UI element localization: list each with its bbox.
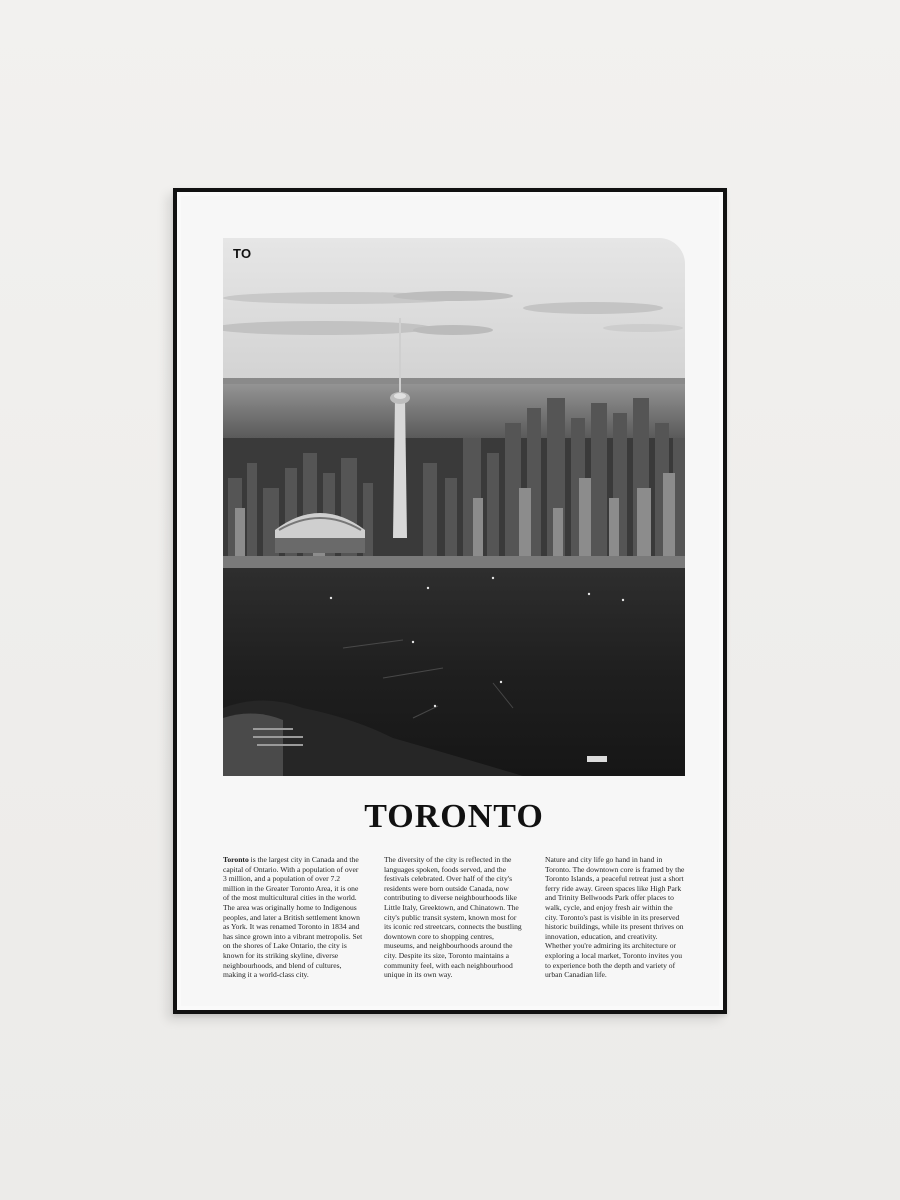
column-1-text: is the largest city in Canada and the capital of Ontario. With a population of over 3 million, and a population of over 7.2 million in the Greater Toronto Area, it is one of the most multicultural cities in the world. The area was originally home to Indigenous peoples, and later a British settlement known as York. It was renamed Toronto in 1834 and has since grown into a vibrant metropolis. Set on the shores of Lake Ontario, the city is known for its striking skyline, diverse neighbourhoods, and blend of cultures, making it a world-class city. [223,855,363,980]
column-3-text: Nature and city life go hand in hand in Toronto. The downtown core is framed by the Toronto Islands, a peaceful retreat just a short ferry ride away. Green spaces like High Park and Trinity Bellwoods Park offer places to walk, cycle, and enjoy fresh air within the city. Toronto's past is visible in its preserved historic buildings, while its present thrives on innovation, education, and creativity. Whether you're admiring its architecture or exploring a local market, Toronto invites you to experience both the depth and variety of urban Canadian life. [545,855,685,980]
description-column-1 [223,855,363,980]
poster-frame [173,188,727,1014]
skyline-photo [223,238,685,776]
description-column-3 [545,855,685,980]
description-column-2 [384,855,524,980]
city-abbreviation-badge: TO [233,246,252,261]
toronto-skyline-illustration [223,238,685,776]
poster-title: TORONTO [364,798,544,835]
description-columns [223,855,685,980]
column-2-text: The diversity of the city is reflected in the languages spoken, foods served, and the festivals celebrated. Over half of the city's residents were born outside Canada, now contributing to diverse neighbourhoods like Little Italy, Greektown, and Chinatown. The city's public transit system, known most for its iconic red streetcars, connects the bustling downtown core to shopping centres, museums, and neighbourhoods around the city. Despite its size, Toronto maintains a community feel, with each neighbourhood unique in its own way. [384,855,522,980]
column-lead-word: Toronto [223,855,249,864]
poster-mat [181,196,719,1006]
